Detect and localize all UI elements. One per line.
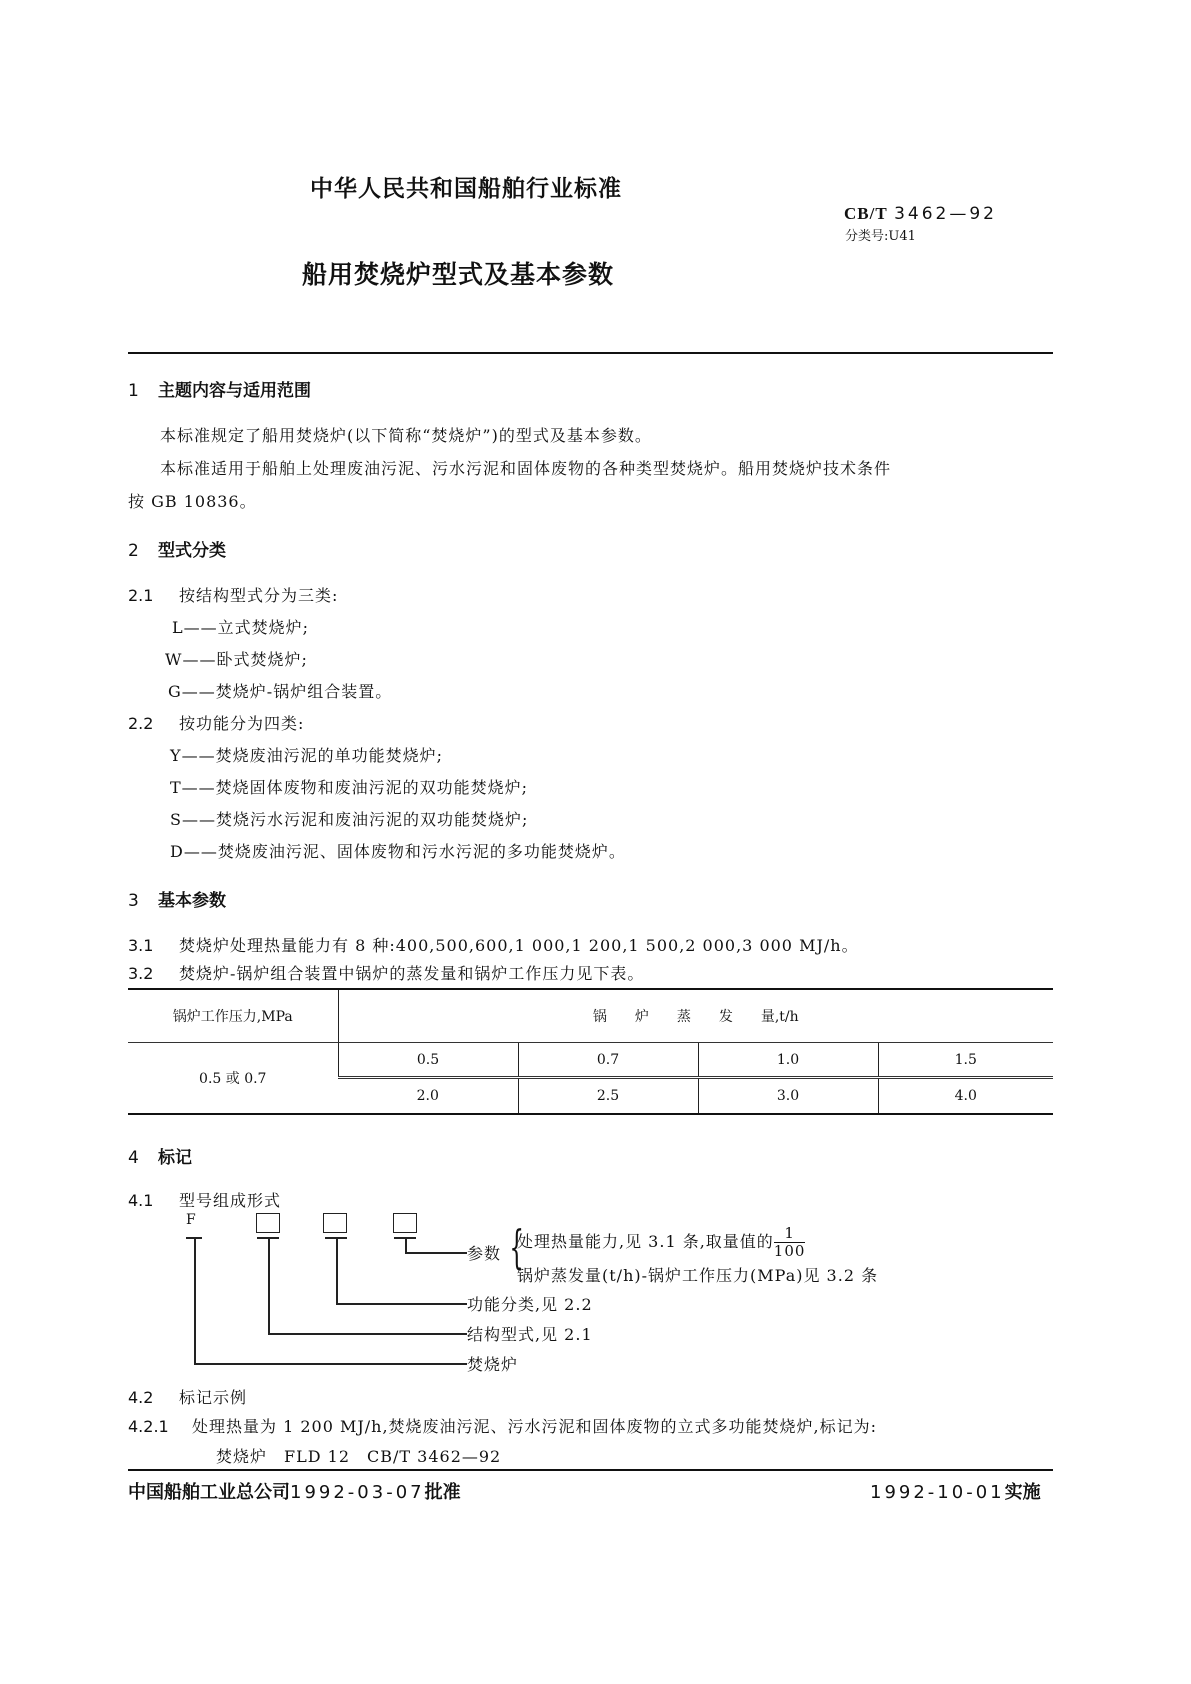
- clause-3-1: 3.1 焚烧炉处理热量能力有 8 种:400,500,600,1 000,1 200,1 500,2 000,3 000 MJ/h。: [128, 936, 859, 955]
- leader-line: [336, 1303, 467, 1305]
- clause-2-1: 2.1 按结构型式分为三类:: [128, 586, 339, 605]
- header-steam-output: 锅 炉 蒸 发 量,t/h: [338, 989, 1053, 1043]
- steam-output-cell: 0.7: [518, 1043, 698, 1078]
- clause-3-2: 3.2 焚烧炉-锅炉组合装置中锅炉的蒸发量和锅炉工作压力见下表。: [128, 964, 645, 983]
- steam-output-cell: 1.5: [878, 1043, 1053, 1078]
- standard-prefix: CB/T: [844, 204, 888, 223]
- table-header-row: [128, 989, 1053, 1043]
- function-type-item: S——焚烧污水污泥和废油污泥的双功能焚烧炉;: [170, 810, 529, 829]
- section-1-paragraph-1: 本标准规定了船用焚烧炉(以下简称“焚烧炉”)的型式及基本参数。: [160, 426, 652, 445]
- structure-type-item: W——卧式焚烧炉;: [165, 650, 308, 669]
- leader-line: [405, 1252, 467, 1254]
- classification-number: 分类号:U41: [845, 229, 916, 244]
- approval-label: 批准: [424, 1482, 461, 1503]
- section-2-heading: 2 型式分类: [128, 541, 226, 561]
- standard-code: [844, 204, 997, 224]
- steam-output-cell: 3.0: [698, 1078, 878, 1115]
- incinerator-label: 焚烧炉: [467, 1355, 519, 1374]
- structure-placeholder-box: [256, 1213, 280, 1233]
- section-3-heading: 3 基本参数: [128, 891, 226, 911]
- steam-output-cell: 2.5: [518, 1078, 698, 1115]
- table-row: [128, 1043, 1053, 1078]
- steam-output-cell: 2.0: [416, 1088, 439, 1104]
- structure-label: 结构型式,见 2.1: [467, 1325, 593, 1344]
- structure-type-item: L——立式焚烧炉;: [172, 618, 310, 637]
- clause-4-2: 4.2 标记示例: [128, 1388, 248, 1407]
- clause-4-2-1: 4.2.1 处理热量为 1 200 MJ/h,焚烧废油污泥、污水污泥和固体废物的立式多功能焚烧炉,标记为:: [128, 1417, 878, 1436]
- approval-date: 1992-03-07: [290, 1482, 425, 1503]
- function-type-item: T——焚烧固体废物和废油污泥的双功能焚烧炉;: [170, 778, 529, 797]
- section-1-heading: 1 主题内容与适用范围: [128, 381, 311, 401]
- leader-line: [194, 1363, 467, 1365]
- function-label: 功能分类,见 2.2: [467, 1295, 593, 1314]
- section-1-paragraph-3: 按 GB 10836。: [128, 492, 257, 511]
- header-boiler-pressure: 锅炉工作压力,MPa: [128, 989, 338, 1043]
- document-title: 船用焚烧炉型式及基本参数: [302, 260, 615, 289]
- function-type-item: D——焚烧废油污泥、固体废物和污水污泥的多功能焚烧炉。: [170, 842, 626, 861]
- marking-example: 焚烧炉 FLD 12 CB/T 3462—92: [216, 1447, 502, 1466]
- effective-line: [870, 1478, 1041, 1504]
- approval-line: [128, 1478, 461, 1504]
- parameter-label: 参数: [467, 1244, 502, 1263]
- leader-line: [194, 1237, 196, 1363]
- steam-output-cell: 1.0: [698, 1043, 878, 1078]
- structure-type-item: G——焚烧炉-锅炉组合装置。: [168, 682, 393, 701]
- approver: 中国船舶工业总公司: [128, 1482, 290, 1503]
- pressure-cell: 0.5 或 0.7: [199, 1071, 267, 1087]
- prefix-letter: F: [186, 1212, 196, 1228]
- parameter-line-2: 锅炉蒸发量(t/h)-锅炉工作压力(MPa)见 3.2 条: [517, 1266, 879, 1285]
- clause-4-1: 4.1 型号组成形式: [128, 1191, 282, 1210]
- leader-line: [405, 1237, 407, 1252]
- section-1-paragraph-2: 本标准适用于船舶上处理废油污泥、污水污泥和固体废物的各种类型焚烧炉。船用焚烧炉技术条件: [160, 459, 892, 478]
- parameter-line-1: 处理热量能力,见 3.1 条,取量值的 $\frac{1}{100}$: [517, 1224, 806, 1260]
- fraction: $\frac{1}{100}$: [773, 1224, 806, 1260]
- header-divider: [128, 352, 1053, 354]
- function-type-item: Y——焚烧废油污泥的单功能焚烧炉;: [170, 746, 443, 765]
- function-placeholder-box: [323, 1213, 347, 1233]
- steam-output-cell: 4.0: [878, 1078, 1053, 1115]
- clause-2-2: 2.2 按功能分为四类:: [128, 714, 305, 733]
- standard-number: 3462—92: [894, 204, 997, 224]
- effective-label: 实施: [1004, 1482, 1041, 1503]
- steam-output-cell: 0.5: [338, 1043, 518, 1078]
- boiler-parameter-table: [128, 988, 1053, 1115]
- effective-date: 1992-10-01: [870, 1482, 1005, 1503]
- parameter-placeholder-box: [393, 1213, 417, 1233]
- leader-line: [268, 1333, 467, 1335]
- leader-line: [268, 1237, 270, 1333]
- curly-brace-icon: {: [509, 1220, 524, 1274]
- leader-line: [336, 1237, 338, 1303]
- footer-divider: [128, 1469, 1053, 1471]
- section-4-heading: 4 标记: [128, 1148, 192, 1168]
- issuer-title: 中华人民共和国船舶行业标准: [310, 176, 622, 202]
